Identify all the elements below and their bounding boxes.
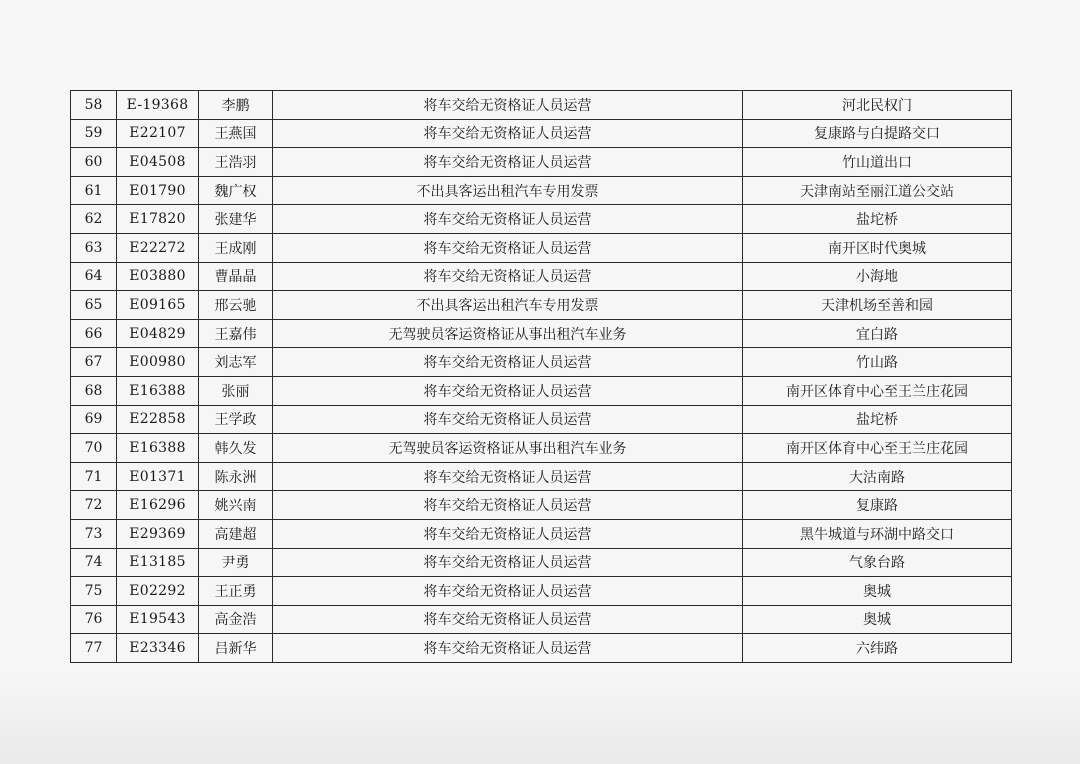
license-id-cell: E16388 <box>117 434 199 463</box>
location-cell: 河北民权门 <box>743 91 1012 120</box>
license-id-cell: E22858 <box>117 405 199 434</box>
violation-cell: 将车交给无资格证人员运营 <box>273 605 743 634</box>
table-row <box>71 405 1012 434</box>
violation-cell: 无驾驶员客运资格证从事出租汽车业务 <box>273 319 743 348</box>
location-cell: 南开区体育中心至王兰庄花园 <box>743 376 1012 405</box>
license-id-cell: E16388 <box>117 376 199 405</box>
table-row <box>71 376 1012 405</box>
table-row <box>71 605 1012 634</box>
license-id-cell: E04829 <box>117 319 199 348</box>
driver-name-cell: 尹勇 <box>199 548 273 577</box>
location-cell: 盐坨桥 <box>743 405 1012 434</box>
location-cell: 复康路 <box>743 491 1012 520</box>
row-number-cell: 70 <box>71 434 117 463</box>
row-number-cell: 71 <box>71 462 117 491</box>
driver-name-cell: 王燕国 <box>199 119 273 148</box>
driver-name-cell: 曹晶晶 <box>199 262 273 291</box>
license-id-cell: E22107 <box>117 119 199 148</box>
license-id-cell: E23346 <box>117 634 199 663</box>
location-cell: 六纬路 <box>743 634 1012 663</box>
table-row <box>71 205 1012 234</box>
violation-cell: 将车交给无资格证人员运营 <box>273 348 743 377</box>
driver-name-cell: 吕新华 <box>199 634 273 663</box>
scan-shadow <box>0 674 1080 764</box>
location-cell: 竹山道出口 <box>743 148 1012 177</box>
driver-name-cell: 王嘉伟 <box>199 319 273 348</box>
violation-cell: 将车交给无资格证人员运营 <box>273 262 743 291</box>
driver-name-cell: 姚兴南 <box>199 491 273 520</box>
row-number-cell: 65 <box>71 291 117 320</box>
violation-cell: 将车交给无资格证人员运营 <box>273 519 743 548</box>
row-number-cell: 73 <box>71 519 117 548</box>
driver-name-cell: 张建华 <box>199 205 273 234</box>
violation-cell: 将车交给无资格证人员运营 <box>273 462 743 491</box>
license-id-cell: E-19368 <box>117 91 199 120</box>
location-cell: 小海地 <box>743 262 1012 291</box>
table-row <box>71 491 1012 520</box>
row-number-cell: 74 <box>71 548 117 577</box>
row-number-cell: 62 <box>71 205 117 234</box>
location-cell: 天津机场至善和园 <box>743 291 1012 320</box>
row-number-cell: 66 <box>71 319 117 348</box>
location-cell: 黑牛城道与环湖中路交口 <box>743 519 1012 548</box>
table-row <box>71 91 1012 120</box>
driver-name-cell: 王浩羽 <box>199 148 273 177</box>
table-row <box>71 291 1012 320</box>
table-body <box>71 91 1012 663</box>
row-number-cell: 69 <box>71 405 117 434</box>
violation-cell: 将车交给无资格证人员运营 <box>273 376 743 405</box>
location-cell: 奥城 <box>743 577 1012 606</box>
row-number-cell: 60 <box>71 148 117 177</box>
row-number-cell: 64 <box>71 262 117 291</box>
row-number-cell: 61 <box>71 176 117 205</box>
license-id-cell: E16296 <box>117 491 199 520</box>
table-row <box>71 577 1012 606</box>
row-number-cell: 76 <box>71 605 117 634</box>
row-number-cell: 67 <box>71 348 117 377</box>
location-cell: 大沽南路 <box>743 462 1012 491</box>
location-cell: 奥城 <box>743 605 1012 634</box>
violation-cell: 将车交给无资格证人员运营 <box>273 491 743 520</box>
location-cell: 南开区时代奥城 <box>743 233 1012 262</box>
violation-cell: 将车交给无资格证人员运营 <box>273 119 743 148</box>
violation-cell: 将车交给无资格证人员运营 <box>273 205 743 234</box>
table-row <box>71 319 1012 348</box>
violation-cell: 将车交给无资格证人员运营 <box>273 148 743 177</box>
table-row <box>71 519 1012 548</box>
row-number-cell: 77 <box>71 634 117 663</box>
driver-name-cell: 高建超 <box>199 519 273 548</box>
driver-name-cell: 王学政 <box>199 405 273 434</box>
location-cell: 盐坨桥 <box>743 205 1012 234</box>
license-id-cell: E01371 <box>117 462 199 491</box>
violation-cell: 不出具客运出租汽车专用发票 <box>273 176 743 205</box>
row-number-cell: 59 <box>71 119 117 148</box>
violation-cell: 无驾驶员客运资格证从事出租汽车业务 <box>273 434 743 463</box>
violation-cell: 将车交给无资格证人员运营 <box>273 548 743 577</box>
driver-name-cell: 韩久发 <box>199 434 273 463</box>
violation-table <box>70 90 1012 663</box>
license-id-cell: E03880 <box>117 262 199 291</box>
table-row <box>71 233 1012 262</box>
license-id-cell: E22272 <box>117 233 199 262</box>
driver-name-cell: 王正勇 <box>199 577 273 606</box>
driver-name-cell: 高金浩 <box>199 605 273 634</box>
violation-cell: 将车交给无资格证人员运营 <box>273 233 743 262</box>
license-id-cell: E09165 <box>117 291 199 320</box>
violation-cell: 将车交给无资格证人员运营 <box>273 91 743 120</box>
table-row <box>71 548 1012 577</box>
location-cell: 宜白路 <box>743 319 1012 348</box>
table-row <box>71 348 1012 377</box>
violation-cell: 不出具客运出租汽车专用发票 <box>273 291 743 320</box>
license-id-cell: E01790 <box>117 176 199 205</box>
license-id-cell: E00980 <box>117 348 199 377</box>
driver-name-cell: 魏广权 <box>199 176 273 205</box>
violation-cell: 将车交给无资格证人员运营 <box>273 577 743 606</box>
table-row <box>71 462 1012 491</box>
row-number-cell: 58 <box>71 91 117 120</box>
license-id-cell: E19543 <box>117 605 199 634</box>
row-number-cell: 75 <box>71 577 117 606</box>
location-cell: 南开区体育中心至王兰庄花园 <box>743 434 1012 463</box>
license-id-cell: E13185 <box>117 548 199 577</box>
driver-name-cell: 陈永洲 <box>199 462 273 491</box>
location-cell: 竹山路 <box>743 348 1012 377</box>
driver-name-cell: 李鹏 <box>199 91 273 120</box>
driver-name-cell: 邢云驰 <box>199 291 273 320</box>
license-id-cell: E02292 <box>117 577 199 606</box>
table-row <box>71 148 1012 177</box>
license-id-cell: E04508 <box>117 148 199 177</box>
row-number-cell: 68 <box>71 376 117 405</box>
violation-cell: 将车交给无资格证人员运营 <box>273 634 743 663</box>
violation-cell: 将车交给无资格证人员运营 <box>273 405 743 434</box>
location-cell: 气象台路 <box>743 548 1012 577</box>
license-id-cell: E29369 <box>117 519 199 548</box>
location-cell: 复康路与白提路交口 <box>743 119 1012 148</box>
row-number-cell: 72 <box>71 491 117 520</box>
table-row <box>71 434 1012 463</box>
license-id-cell: E17820 <box>117 205 199 234</box>
row-number-cell: 63 <box>71 233 117 262</box>
table-row <box>71 262 1012 291</box>
driver-name-cell: 王成刚 <box>199 233 273 262</box>
table-row <box>71 634 1012 663</box>
table-row <box>71 119 1012 148</box>
driver-name-cell: 张丽 <box>199 376 273 405</box>
driver-name-cell: 刘志军 <box>199 348 273 377</box>
location-cell: 天津南站至丽江道公交站 <box>743 176 1012 205</box>
table-row <box>71 176 1012 205</box>
